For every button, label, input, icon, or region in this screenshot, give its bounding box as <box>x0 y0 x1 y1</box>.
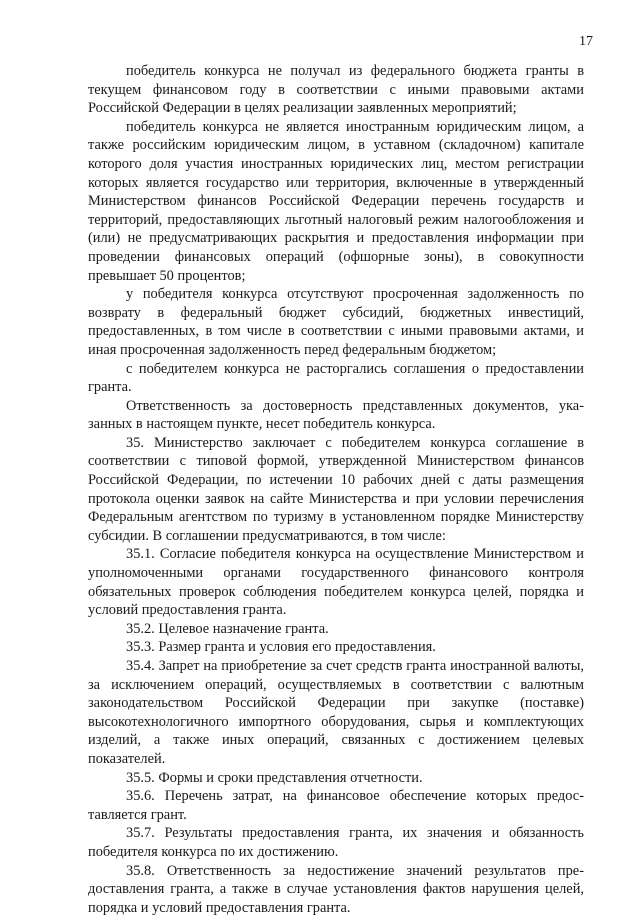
paragraph-clause-35-3: 35.3. Размер гранта и условия его предоставления. <box>126 639 436 656</box>
paragraph-not-foreign-entity: победитель конкурса не является иностранным юридическим лицом, а также российским юридическим лицом, в уставном (складочном) капитале которого доля участия иностранных юридических лиц, местом регистрации которых является государство или территория, включенные в утвержденный Министерством финансов Российской Федерации перечень государств и территорий, предоставляющих льготный налоговый режим налогообложения и (или) не предусматривающих раскрытия и предоставления информации при проведении финансовых операций (офшорные зоны), в совокупности превышает 50 процентов; <box>88 118 584 284</box>
paragraph-clause-35-6: 35.6. Перечень затрат, на финансовое обеспечение которых предоставляется грант. <box>88 788 584 823</box>
paragraph-clause-35-5: 35.5. Формы и сроки представления отчетности. <box>126 769 423 786</box>
paragraph-grant-not-received: победитель конкурса не получал из федерального бюджета гранты в текущем финансовом году в соответствии с иными правовыми актами Российской Федерации в целях реализации заявленных мероприятий; <box>88 63 584 117</box>
paragraph-no-terminated-agreements: с победителем конкурса не расторгались соглашения о предоставлении гранта. <box>88 360 584 396</box>
paragraph-clause-35-8: 35.8. Ответственность за недостижение значений результатов предоставления гранта, а также в случае установления фактов нарушения целей, порядка и условий предоставления гранта. <box>88 862 584 916</box>
paragraph-clause-35-2: 35.2. Целевое назначение гранта. <box>126 620 329 637</box>
paragraph-clause-35-7: 35.7. Результаты предоставления гранта, их значения и обязанность победителя конкурса по их достижению. <box>88 825 584 860</box>
page-number: 17 <box>579 34 593 49</box>
paragraph-clause-35: 35. Министерство заключает с победителем конкурса соглашение в соответствии с типовой формой, утвержденной Министерством финансов Российской Федерации, по истечении 10 рабочих дней с даты размещения протокола оценки заявок на сайте Министерства и при условии перечисления Федеральным агентством по туризму в установленном порядке Министерству субсидии. В соглашении предусматриваются, в том числе: <box>88 434 584 544</box>
paragraph-responsibility: Ответственность за достоверность представленных документов, указанных в настоящем пункте, несет победитель конкурса. <box>88 397 584 433</box>
paragraph-no-overdue-debt: у победителя конкурса отсутствуют просроченная задолженность по возврату в федеральный бюджет субсидий, бюджетных инвестиций, предоставленных, в том числе в соответствии с иными правовыми актами, и иная просроченная задолженность перед федеральным бюджетом; <box>88 286 584 358</box>
paragraph-clause-35-4: 35.4. Запрет на приобретение за счет средств гранта иностранной валюты, за исключением операций, осуществляемых в соответствии с валютным законодательством Российской Федерации при закупке (поставке) высокотехнологичного импортного оборудования, сырья и комплектующих изделий, а также иных операций, связанных с достижением целевых показателей. <box>88 658 584 767</box>
paragraph-clause-35-1: 35.1. Согласие победителя конкурса на осуществление Министерством и уполномоченными органами государственного финансового контроля обязательных проверок соблюдения победителем конкурса целей, порядка и условий предоставления гранта. <box>88 546 584 619</box>
document-text <box>88 62 584 917</box>
